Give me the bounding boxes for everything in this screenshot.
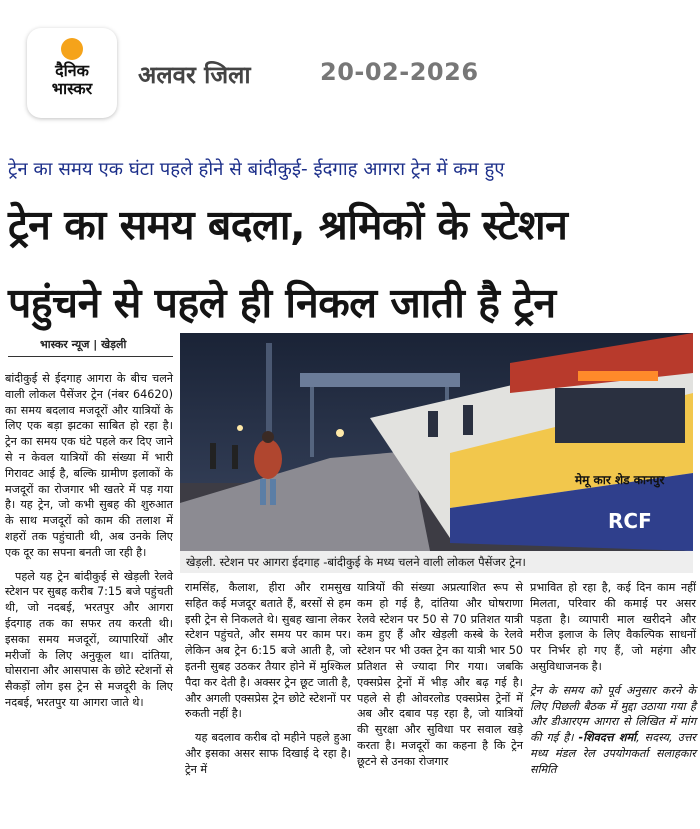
district-name: अलवर जिला [138, 61, 251, 89]
dainik-bhaskar-logo[interactable] [27, 28, 117, 118]
header [0, 0, 700, 148]
rcf-label: RCF [608, 509, 652, 533]
article-kicker: ट्रेन का समय एक घंटा पहले होने से बांदीकुई- ईदगाह आगरा ट्रेन में कम हुए [8, 159, 505, 180]
photo-caption: खेड़ली. स्टेशन पर आगरा ईदगाह -बांदीकुई के मध्य चलने वाली लोकल पैसेंजर ट्रेन। [180, 551, 693, 573]
article-column-4 [530, 580, 696, 778]
quote-note [530, 683, 696, 778]
logo-text-line2: भास्कर [51, 79, 93, 98]
paragraph: रामसिंह, कैलाश, हीरा और रामसुख सहित कई मजदूर बताते हैं, बरसों से हम इसी ट्रेन से निकलते थे। सुबह खाना लेकर स्टेशन पहुंचते, और समय पर काम पर। लेकिन अब ट्रेन 6:15 बजे आती है, जो इतनी सुबह उठकर तैयार होने में मुश्किल पैदा कर देती है। अक्सर ट्रेन छूट जाती है, और अगली एक्सप्रेस ट्रेन छोटे स्टेशनों पर रुकती नहीं है। [185, 581, 351, 721]
train-station-illustration [180, 333, 693, 551]
article-column-1 [5, 371, 173, 826]
paragraph: प्रभावित हो रहा है, कई दिन काम नहीं मिलता, परिवार की कमाई पर असर पड़ता है। व्यापारी माल खरीदने और मरीज इलाज के लिए वैकल्पिक साधनों पर निर्भर हो गए हैं, जो महंगा और असुविधाजनक है। [530, 581, 696, 673]
paragraph: यात्रियों की संख्या अप्रत्याशित रूप से कम हो गई है, दांतिया और घोषराणा रेलवे स्टेशन पर 50 से 70 प्रतिशत यात्री कम हुए हैं और खेड़ली कस्बे के रेलवे स्टेशन पर भी उक्त ट्रेन का यात्री भार 50 प्रतिशत से ज्यादा गिर गया। जबकि एक्सप्रेस ट्रेनों में भीड़ और बढ़ गई है। पहले से ही ओवरलोड एक्सप्रेस ट्रेनों में अब और दबाव पड़ रहा है, जो यात्रियों की सुरक्षा और सुविधा पर सवाल खड़े करता है। मजदूरों का कहना है कि ट्रेन छूटने से उनका रोजगार [357, 581, 523, 768]
byline-divider [8, 356, 173, 357]
sun-icon [61, 38, 83, 60]
quote-text: ट्रेन के समय को पूर्व अनुसार करने के लिए पिछली बैठक में मुद्दा उठाया गया है और डीआरएम आगरा से लिखित में मांग की गई है। [530, 683, 696, 745]
train-side-label: मेमू कार शेड कानपुर [575, 473, 665, 487]
article-column-2 [185, 580, 351, 778]
article-column-3 [357, 580, 523, 770]
headline-line1: ट्रेन का समय बदला, श्रमिकों के स्टेशन [8, 201, 568, 249]
quote-author: -शिवदत्त शर्मा [578, 731, 637, 745]
paragraph: बांदीकुई से ईदगाह आगरा के बीच चलने वाली लोकल पैसेंजर ट्रेन (नंबर 64620) का समय बदलाव मजदूरों और यात्रियों के लिए एक बड़ा झटका साबित हो रहा है। ट्रेन का समय एक घंटे पहले कर दिए जाने से न केवल यात्रियों की संख्या में भारी गिरावट आई है, बल्कि ग्रामीण इलाकों के मजदूरों का रोजगार भी खतरे में पड़ गया है। यह ट्रेन, जो कभी सुबह की शुरुआत के साथ मजदूरों को काम की तलाश में शहरों तक पहुंचाती थी, अब उनके लिए एक दूर का सपना बनती जा रही है। [5, 372, 173, 559]
edition-date: 20-02-2026 [320, 58, 479, 86]
logo-text-line1: दैनिक [55, 61, 89, 80]
article-photo [180, 333, 693, 551]
headline-line2: पहुंचने से पहले ही निकल जाती है ट्रेन [8, 279, 556, 327]
quote-author-title: , सदस्य, उत्तर मध्य मंडल रेल उपयोगकर्ता सलाहकार समिति [530, 731, 697, 776]
byline: भास्कर न्यूज | खेड़ली [40, 338, 127, 351]
paragraph: पहले यह ट्रेन बांदीकुई से खेड़ली रेलवे स्टेशन पर सुबह करीब 7:15 बजे पहुंचती थी, जो नदबई, भरतपुर और आगरा ईदगाह तक का सफर तय करती थी। इसका समय मजदूरों, व्यापारियों और मरीजों के लिए अनुकूल था। दांतिया, घोसराना और आसपास के छोटे स्टेशनों से सैकड़ों लोग इस ट्रेन से मजदूरी के लिए नदबई, भरतपुर या आगरा जाते थे। [5, 569, 173, 709]
paragraph: यह बदलाव करीब दो महीने पहले हुआ और इसका असर साफ दिखाई दे रहा है। ट्रेन में [185, 731, 351, 776]
